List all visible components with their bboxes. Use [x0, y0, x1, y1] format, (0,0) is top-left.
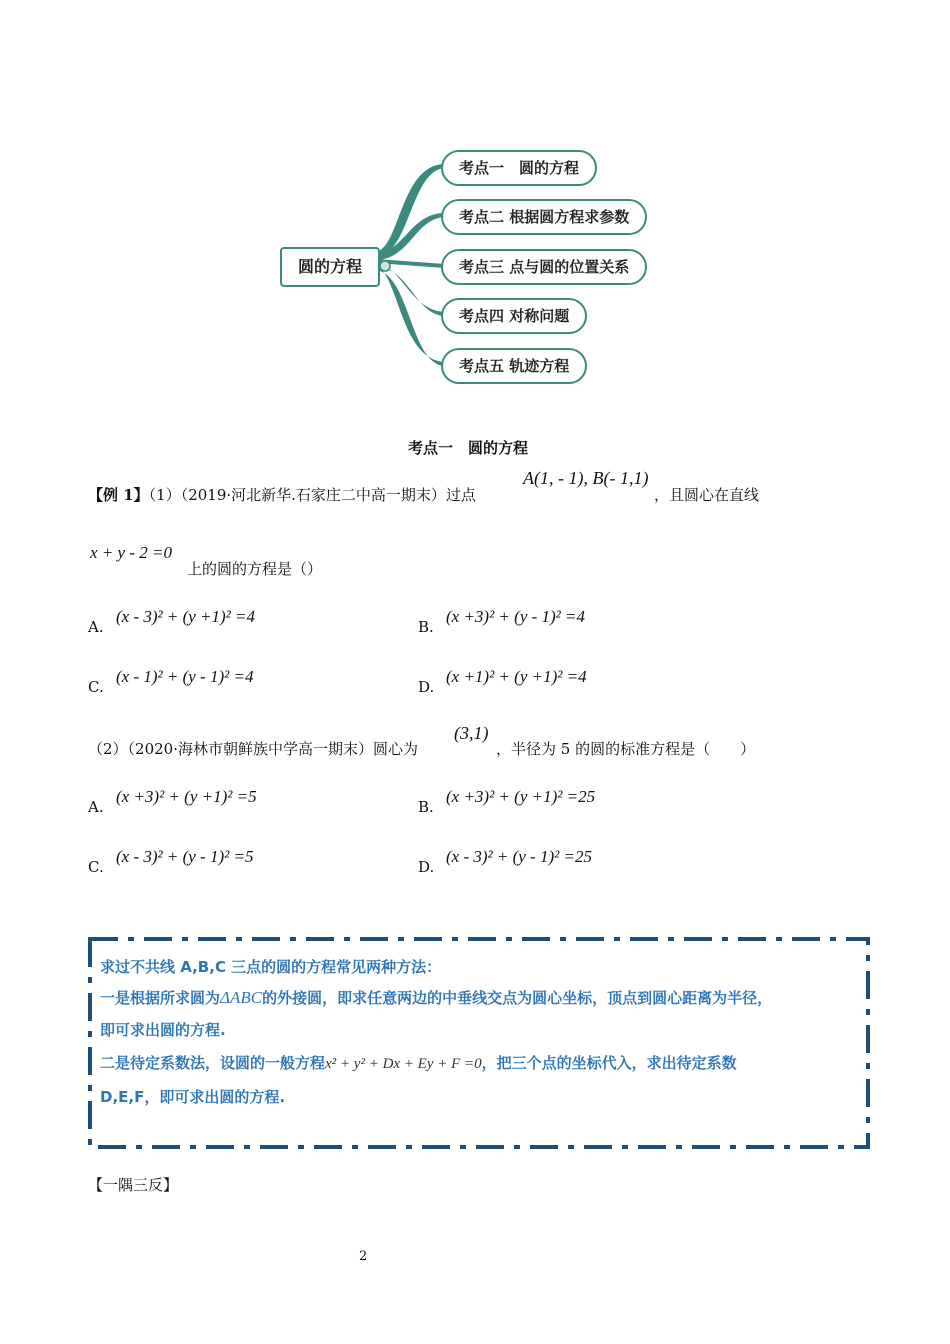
option-2d-expr: (x - 3)² + (y - 1)² =25 [446, 847, 592, 866]
note-line-4a: 二是待定系数法，设圆的一般方程 [100, 1054, 326, 1072]
part1-points: A(1, - 1), B(- 1,1) [523, 468, 649, 488]
mindmap-node-2: 考点二 根据圆方程求参数 [441, 199, 647, 235]
part2-suffix: ，半径为 5 的圆的标准方程是（ ） [496, 740, 756, 758]
page-number: 2 [359, 1249, 368, 1264]
note-line-1: 求过不共线 A,B,C 三点的圆的方程常见两种方法： [100, 958, 442, 976]
note-line-5: D,E,F，即可求出圆的方程. [100, 1088, 286, 1106]
option-2a-label: A. [88, 798, 104, 816]
mindmap-root: 圆的方程 [280, 247, 380, 287]
mindmap-node-3: 考点三 点与圆的位置关系 [441, 249, 647, 285]
option-2c-expr: (x - 3)² + (y - 1)² =5 [116, 847, 254, 866]
note-line-2b: 的外接圆，即求任意两边的中垂线交点为圆心坐标，顶点到圆心距离为半径， [262, 989, 773, 1007]
part1-prefix: （1）（2019·河北新华.石家庄二中高一期末）过点 [148, 486, 476, 504]
line-equation: x + y - 2 =0 [90, 543, 172, 562]
option-1b-expr: (x +3)² + (y - 1)² =4 [446, 607, 586, 626]
option-2c-label: C. [88, 858, 104, 876]
note-line-2 [100, 987, 772, 1008]
mindmap-node-5: 考点五 轨迹方程 [441, 348, 587, 384]
option-2a-expr: (x +3)² + (y +1)² =5 [116, 787, 257, 806]
option-2b-label: B. [418, 798, 434, 816]
note-general-equation: x² + y² + Dx + Ey + F =0 [325, 1056, 482, 1072]
section-title: 考点一 圆的方程 [408, 439, 529, 457]
option-2b-expr: (x +3)² + (y +1)² =25 [446, 787, 596, 806]
option-1d-label: D. [418, 678, 435, 696]
option-1c-expr: (x - 1)² + (y - 1)² =4 [116, 667, 254, 686]
part1-suffix: ，且圆心在直线 [654, 486, 760, 504]
option-1b-label: B. [418, 618, 434, 636]
example-label: 【例 1】 [88, 486, 149, 504]
option-1d-expr: (x +1)² + (y +1)² =4 [446, 667, 587, 686]
note-line-2a: 一是根据所求圆为 [100, 989, 221, 1007]
note-line-4b: ，把三个点的坐标代入，求出待定系数 [481, 1054, 737, 1072]
mindmap-node-1: 考点一 圆的方程 [441, 150, 597, 186]
example-1-question [88, 484, 476, 505]
practice-label: 【一隅三反】 [88, 1176, 179, 1194]
note-line-3: 即可求出圆的方程. [100, 1021, 226, 1039]
option-1a-expr: (x - 3)² + (y +1)² =4 [116, 607, 256, 626]
mindmap-node-4: 考点四 对称问题 [441, 298, 587, 334]
part2-center: (3,1) [454, 723, 489, 743]
part2-prefix: （2）（2020·海林市朝鲜族中学高一期末）圆心为 [88, 740, 418, 758]
option-1c-label: C. [88, 678, 104, 696]
line-suffix: 上的圆的方程是（） [187, 560, 323, 578]
note-triangle-abc: ΔABC [220, 988, 263, 1007]
option-2d-label: D. [418, 858, 435, 876]
option-1a-label: A. [88, 618, 104, 636]
note-line-4 [100, 1052, 737, 1073]
